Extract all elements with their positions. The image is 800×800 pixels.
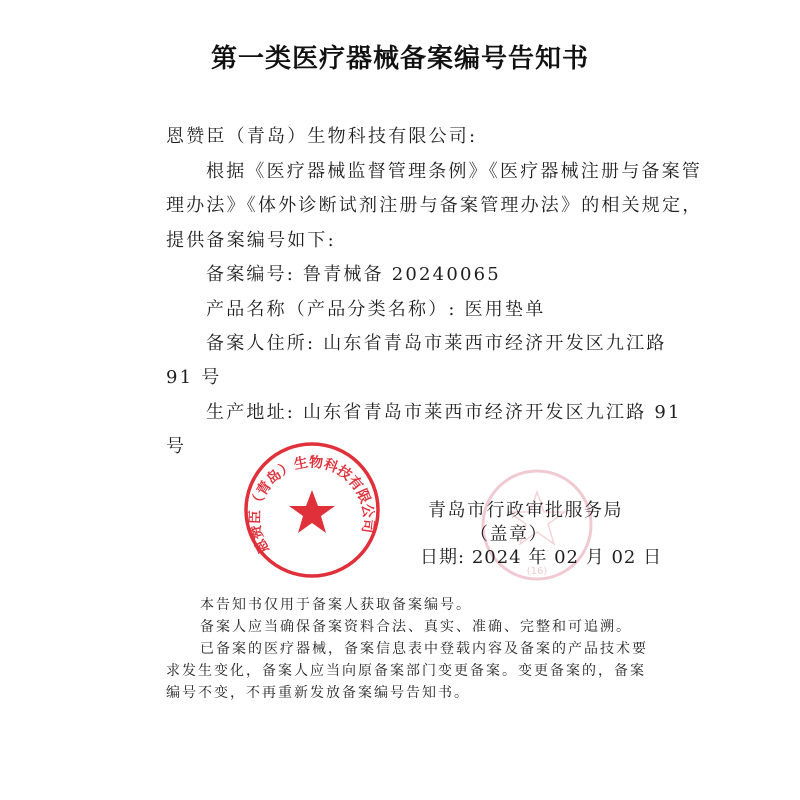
- body-line-2: 理办法》《体外诊断试剂注册与备案管理办法》的相关规定，: [166, 195, 703, 216]
- issuer-seal-note: （盖章）: [470, 524, 548, 545]
- registrant-address-continued: 91 号: [166, 367, 222, 388]
- date-year: 2024: [471, 547, 522, 568]
- body-line-1: 根据《医疗器械监督管理条例》《医疗器械注册与备案管: [206, 161, 702, 182]
- date-label: 日期:: [420, 547, 466, 568]
- issue-date: [420, 543, 662, 569]
- note-3: 已备案的医疗器械，备案信息表中登载内容及备案的产品技术要: [200, 641, 648, 657]
- production-address-row: [206, 398, 682, 424]
- note-1: 本告知书仅用于备案人获取备案编号。: [200, 597, 472, 613]
- month-unit: 月: [585, 547, 605, 568]
- note-4: 求发生变化，备案人应当向原备案部门变更备案。变更备案的，备案: [166, 663, 646, 679]
- registrant-address-label: 备案人住所:: [206, 333, 316, 354]
- production-address-label: 生产地址:: [206, 402, 296, 423]
- date-day: 02: [611, 547, 637, 568]
- day-unit: 日: [643, 547, 663, 568]
- record-number-row: [206, 260, 501, 286]
- product-name-label: 产品名称（产品分类名称）:: [206, 299, 457, 320]
- addressee: 恩赞臣（青岛）生物科技有限公司:: [166, 126, 478, 147]
- record-number-value: 鲁青械备 20240065: [303, 264, 501, 285]
- note-2: 备案人应当确保备案资料合法、真实、准确、完整和可追溯。: [200, 619, 632, 635]
- year-unit: 年: [528, 547, 548, 568]
- record-number-label: 备案编号:: [206, 264, 296, 285]
- document-title: 第一类医疗器械备案编号告知书: [210, 44, 589, 74]
- note-5: 编号不变，不再重新发放备案编号告知书。: [166, 685, 470, 701]
- body-line-3: 提供备案编号如下:: [166, 230, 336, 251]
- issuer-name: 青岛市行政审批服务局: [428, 500, 623, 521]
- product-name-value: 医用垫单: [464, 299, 546, 320]
- production-address-continued: 号: [166, 436, 187, 457]
- svg-text:恩赞臣（青岛）生物科技有限公司: 恩赞臣（青岛）生物科技有限公司: [247, 454, 377, 557]
- registrant-address-row: [206, 329, 667, 355]
- production-address-value: 山东省青岛市莱西市经济开发区九江路 91: [303, 402, 682, 423]
- company-seal-icon: [240, 438, 384, 582]
- registrant-address-value: 山东省青岛市莱西市经济开发区九江路: [323, 333, 667, 354]
- date-month: 02: [554, 547, 579, 568]
- product-name-row: [206, 295, 545, 321]
- svg-text:(16): (16): [526, 566, 548, 577]
